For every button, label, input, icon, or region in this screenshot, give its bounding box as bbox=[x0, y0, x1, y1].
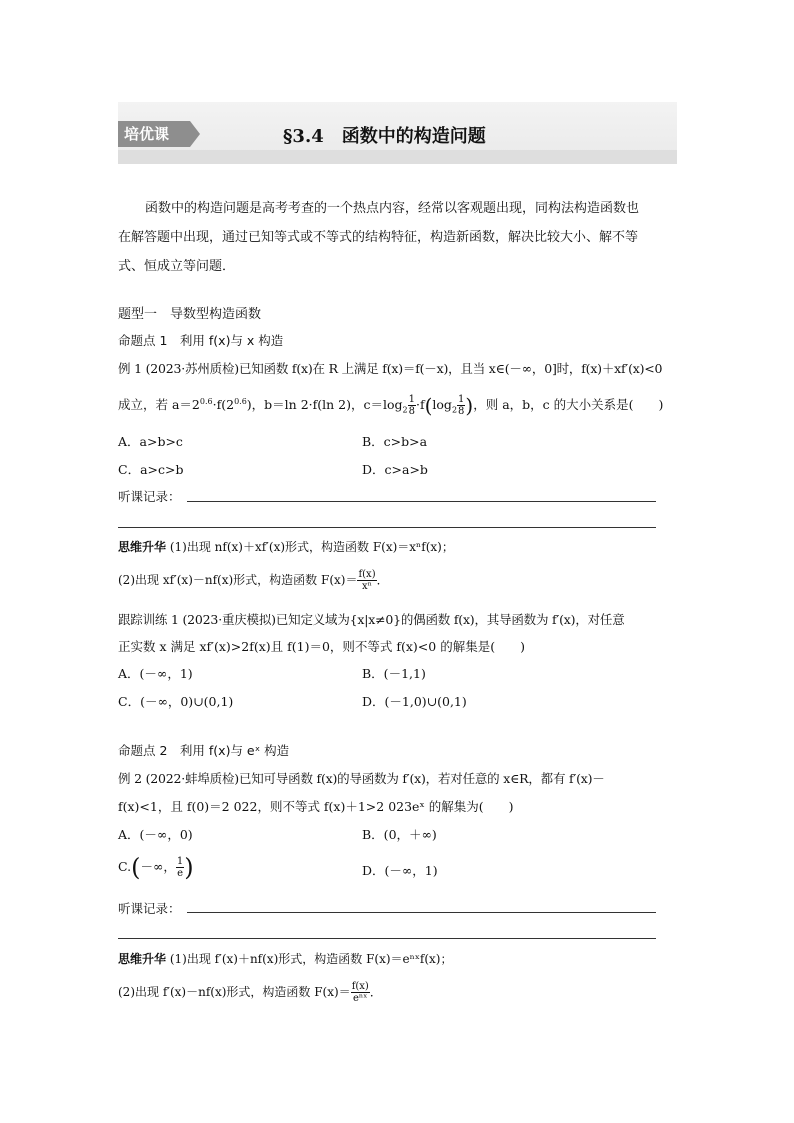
practice1-option-b: B．(－1,1) bbox=[362, 666, 426, 681]
summary2-label: 思维升华 bbox=[118, 952, 167, 966]
intro-line-2: 在解答题中出现，通过已知等式或不等式的结构特征，构造新函数，解决比较大小、解不等 bbox=[118, 230, 639, 245]
ex1-option-b: B．c>b>a bbox=[362, 434, 428, 449]
type1-heading: 题型一 导数型构造函数 bbox=[118, 307, 262, 322]
summary1-label: 思维升华 bbox=[118, 540, 167, 554]
ex2-c-frac-num: 1 bbox=[176, 856, 184, 867]
ex2-c-paren-open: ( bbox=[131, 853, 141, 882]
ex1-exp-1: 0.6 bbox=[199, 397, 213, 406]
ex1-frac-den: 8 bbox=[408, 406, 415, 418]
point1-heading: 命题点 1 利用 f(x)与 x 构造 bbox=[118, 333, 284, 348]
summary2-frac-num: f(x) bbox=[351, 981, 369, 992]
ex2-c-paren-close: ) bbox=[184, 853, 194, 882]
record-underline-1 bbox=[187, 501, 656, 502]
summary1-text-2: (2)出现 xf′(x)－nf(x)形式，构造函数 F(x)＝ bbox=[118, 573, 358, 587]
ex1-paren-open: ( bbox=[424, 393, 433, 418]
ex1-frac2-den: 8 bbox=[458, 406, 465, 418]
ex2-c-fraction bbox=[176, 856, 184, 879]
summary1-frac-num: f(x) bbox=[358, 569, 376, 580]
record-label-1: 听课记录： bbox=[118, 489, 181, 504]
ex2-c-mid: －∞， bbox=[140, 859, 176, 874]
ex2-c-prefix: C. bbox=[118, 859, 132, 874]
summary1-line-2 bbox=[118, 566, 389, 594]
summary2-line-2 bbox=[118, 978, 382, 1006]
ex1-c-text: ·f(2 bbox=[212, 397, 235, 413]
summary1-frac-den: xⁿ bbox=[362, 581, 373, 592]
summary1-fraction bbox=[357, 569, 376, 592]
header-band-shadow bbox=[118, 150, 677, 164]
summary2-end: ． bbox=[369, 985, 382, 999]
record-underline-3 bbox=[187, 912, 656, 913]
practice1-option-c: C．(－∞，0)∪(0,1) bbox=[118, 694, 234, 709]
ex1-option-d: D．c>a>b bbox=[362, 462, 428, 477]
ex2-option-c bbox=[118, 850, 194, 885]
ex2-c-frac-den: e bbox=[177, 868, 184, 879]
ex1-option-a: A．a>b>c bbox=[118, 434, 183, 449]
summary1-text-1: (1)出现 nf(x)＋xf′(x)形式，构造函数 F(x)＝xⁿf(x)； bbox=[169, 540, 454, 554]
ex1-g-text: ·f bbox=[415, 397, 425, 413]
course-tag: 培优课 bbox=[118, 121, 190, 147]
summary2-text-1: (1)出现 f′(x)＋nf(x)形式，构造函数 F(x)＝eⁿˣf(x)； bbox=[169, 952, 453, 966]
intro-line-1: 函数中的构造问题是高考考查的一个热点内容，经常以客观题出现，同构法构造函数也 bbox=[145, 201, 640, 216]
example1-line-1: 例 1 (2023·苏州质检)已知函数 f(x)在 R 上满足 f(x)＝f(－x)，且当 x∈(－∞，0]时，f(x)＋xf′(x)<0 bbox=[118, 361, 663, 376]
practice1-line-1: 跟踪训练 1 (2023·重庆模拟)已知定义域为{x|x≠0}的偶函数 f(x)，其导函数为 f′(x)，对任意 bbox=[118, 612, 625, 627]
summary2-fraction bbox=[351, 981, 370, 1004]
ex1-frac2-num: 1 bbox=[458, 394, 465, 406]
ex1-a-text: 成立，若 a＝2 bbox=[118, 397, 200, 413]
ex1-paren-log: log bbox=[432, 397, 452, 413]
example2-line-1: 例 2 (2022·蚌埠质检)已知可导函数 f(x)的导函数为 f′(x)，若对任意的 x∈R，都有 f′(x)－ bbox=[118, 771, 605, 786]
tag-arrow-icon bbox=[190, 121, 200, 147]
ex2-option-d: D．(－∞，1) bbox=[362, 863, 438, 878]
record-underline-2 bbox=[118, 527, 656, 528]
example2-line-2: f(x)<1，且 f(0)＝2 022，则不等式 f(x)＋1>2 023eˣ 的解集为( ) bbox=[118, 799, 514, 814]
ex1-log-base: 2 bbox=[402, 405, 408, 415]
record-underline-4 bbox=[118, 938, 656, 939]
ex1-option-c: C．a>c>b bbox=[118, 462, 184, 477]
ex1-paren-sub: 2 bbox=[451, 405, 458, 415]
example1-line-2 bbox=[118, 388, 663, 425]
ex1-exp-2: 0.6 bbox=[234, 397, 247, 406]
practice1-option-d: D．(－1,0)∪(0,1) bbox=[362, 694, 467, 709]
ex1-h-text: ，则 a，b，c 的大小关系是( ) bbox=[473, 397, 664, 413]
record-label-2: 听课记录： bbox=[118, 901, 181, 916]
ex1-fraction bbox=[408, 394, 416, 417]
ex2-option-b: B．(0，＋∞) bbox=[362, 827, 437, 842]
practice1-line-2: 正实数 x 满足 xf′(x)>2f(x)且 f(1)＝0，则不等式 f(x)<0 的解集是( ) bbox=[118, 639, 525, 654]
point2-heading: 命题点 2 利用 f(x)与 eˣ 构造 bbox=[118, 743, 290, 758]
ex1-e-text: )，b＝ln 2·f(ln 2)，c＝log bbox=[246, 397, 403, 413]
summary2-frac-den: eⁿˣ bbox=[353, 993, 368, 1004]
ex1-frac-num: 1 bbox=[408, 394, 415, 406]
ex2-option-a: A．(－∞，0) bbox=[118, 827, 193, 842]
summary1-line-1 bbox=[118, 538, 454, 555]
summary1-end: ． bbox=[376, 573, 389, 587]
intro-line-3: 式、恒成立等问题． bbox=[118, 259, 236, 274]
practice1-option-a: A．(－∞，1) bbox=[118, 666, 193, 681]
summary2-line-1 bbox=[118, 950, 452, 967]
page-title: §3.4 函数中的构造问题 bbox=[283, 126, 486, 147]
ex1-paren-close: ) bbox=[465, 393, 474, 418]
summary2-text-2: (2)出现 f′(x)－nf(x)形式，构造函数 F(x)＝ bbox=[118, 985, 351, 999]
